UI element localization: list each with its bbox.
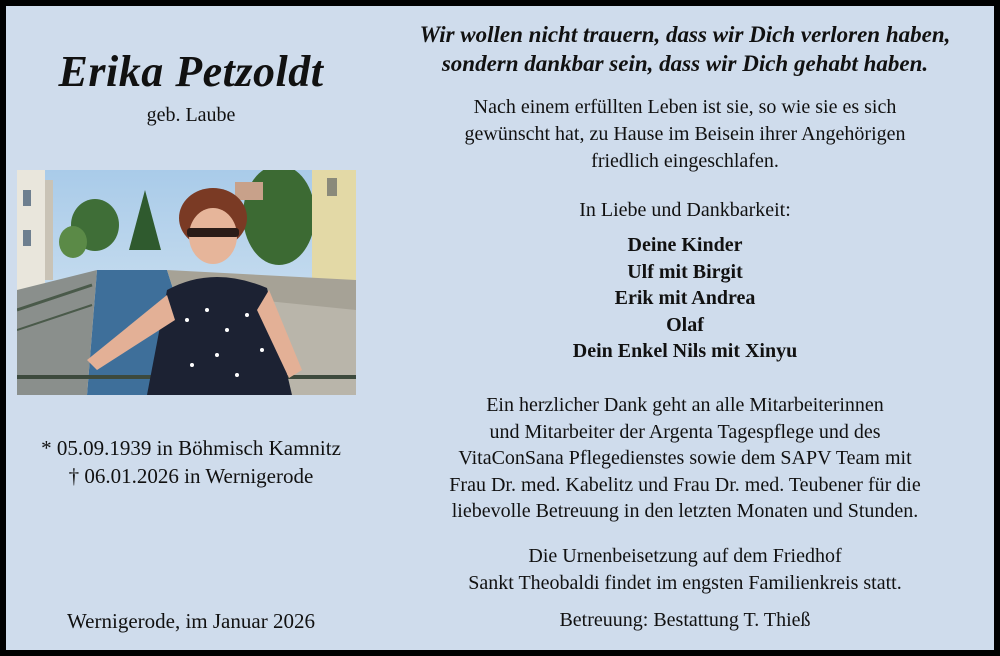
burial-paragraph: [376, 543, 994, 596]
intro-paragraph: [376, 94, 994, 175]
burial-line: Die Urnenbeisetzung auf dem Friedhof: [528, 545, 842, 567]
maiden-name: geb. Laube: [146, 104, 236, 126]
family-member: Erik mit Andrea: [614, 287, 756, 309]
thanks-paragraph: [376, 392, 994, 525]
intro-line: Nach einem erfüllten Leben ist sie, so wie sie es sich: [473, 96, 897, 118]
family-member: Dein Enkel Nils mit Xinyu: [572, 340, 798, 362]
burial-line: Sankt Theobaldi findet im engsten Familienkreis statt.: [468, 571, 902, 594]
quote-line: Wir wollen nicht trauern, dass wir Dich verloren haben,: [419, 22, 951, 47]
memorial-quote: [376, 20, 994, 78]
family-member: Ulf mit Birgit: [627, 260, 743, 283]
place-and-date: Wernigerode, im Januar 2026: [67, 609, 315, 633]
right-column: [376, 6, 994, 650]
undertaker-line: Betreuung: Bestattung T. Thieß: [559, 609, 811, 631]
thanks-line: Frau Dr. med. Kabelitz und Frau Dr. med. Teubener für die: [449, 473, 921, 496]
thanks-line: VitaConSana Pflegedienstes sowie dem SAPV Team mit: [458, 447, 912, 470]
death-date: † 06.01.2026 in Wernigerode: [68, 464, 314, 488]
birth-date: * 05.09.1939 in Böhmisch Kamnitz: [41, 436, 341, 460]
quote-line: sondern dankbar sein, dass wir Dich gehabt haben.: [441, 51, 929, 76]
family-member: Deine Kinder: [627, 234, 743, 256]
dedication-line: In Liebe und Dankbarkeit:: [579, 199, 791, 221]
intro-line: gewünscht hat, zu Hause im Beisein ihrer Angehörigen: [464, 123, 906, 145]
life-dates: [6, 434, 376, 490]
family-member: Olaf: [666, 313, 704, 336]
left-column: [6, 6, 376, 650]
intro-line: friedlich eingeschlafen.: [591, 150, 779, 172]
portrait-photo: [17, 170, 356, 395]
deceased-name: Erika Petzoldt: [58, 47, 324, 96]
family-list: [376, 232, 994, 365]
thanks-line: Ein herzlicher Dank geht an alle Mitarbeiterinnen: [486, 394, 884, 416]
obituary-card: [6, 6, 994, 650]
thanks-line: und Mitarbeiter der Argenta Tagespflege und des: [489, 420, 881, 443]
thanks-line: liebevolle Betreuung in den letzten Monaten und Stunden.: [451, 500, 919, 523]
